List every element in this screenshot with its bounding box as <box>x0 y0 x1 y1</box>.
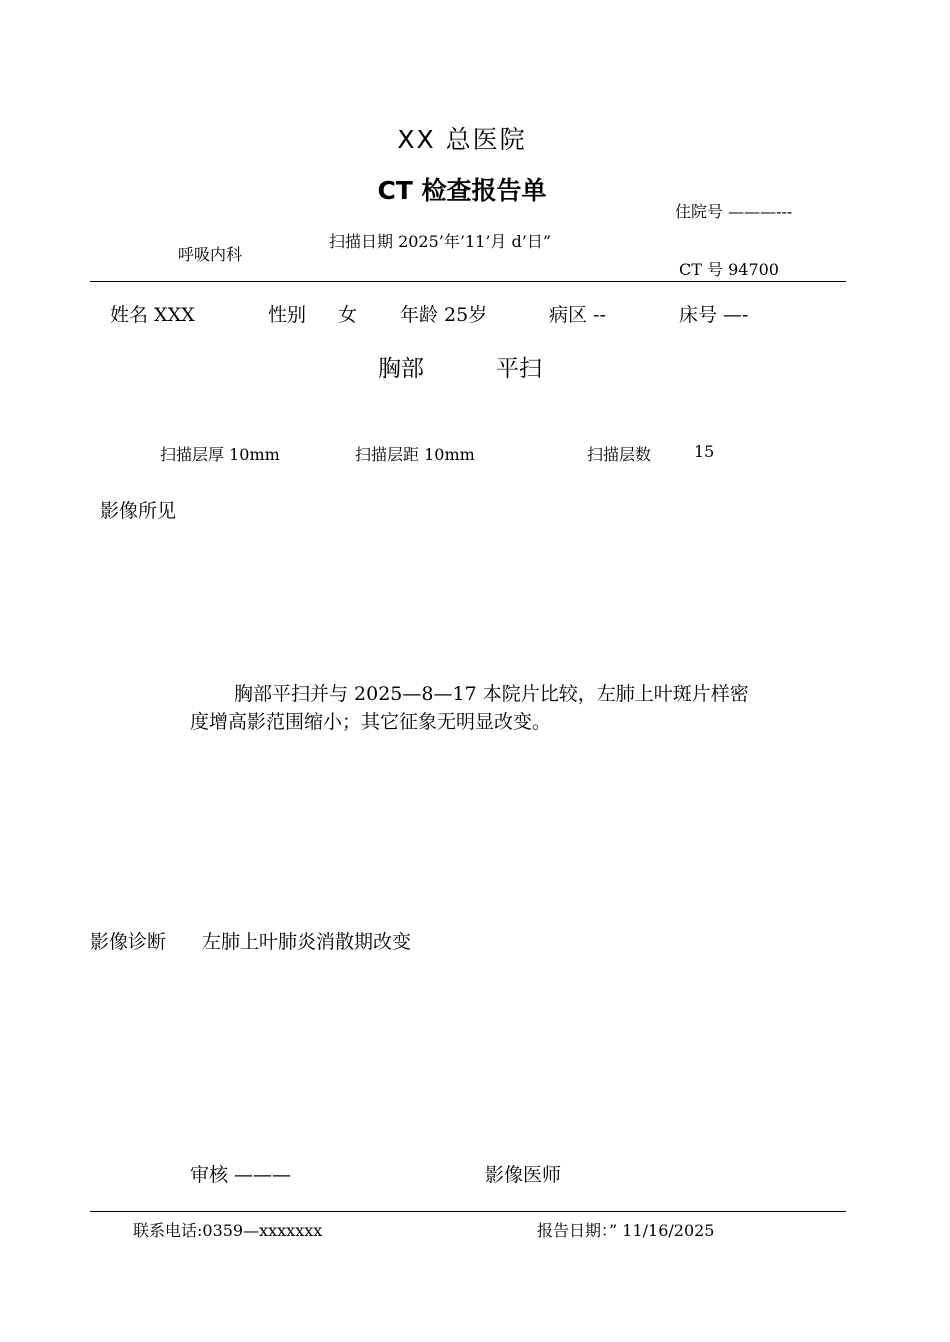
ct-number: CT 号 94700 <box>679 260 779 279</box>
scan-thickness: 扫描层厚 10mm <box>160 445 280 464</box>
diagnosis-text: 左肺上叶肺炎消散期改变 <box>202 931 412 953</box>
findings-label: 影像所见 <box>100 500 177 522</box>
radiologist: 影像医师 <box>485 1164 562 1186</box>
findings-text <box>190 680 750 736</box>
exam-part: 胸部 <box>378 356 424 382</box>
patient-name: 姓名 XXX <box>110 304 195 326</box>
admission-number: 住院号 ———--- <box>675 202 793 221</box>
reviewer: 审核 ——— <box>190 1164 292 1186</box>
report-title: CT 检查报告单 <box>377 176 547 205</box>
scan-spacing: 扫描层距 10mm <box>355 445 475 464</box>
patient-sex-value: 女 <box>338 304 358 326</box>
department: 呼吸内科 <box>178 245 243 264</box>
scan-count-value: 15 <box>694 442 715 461</box>
diagnosis-label: 影像诊断 <box>90 931 167 953</box>
header-divider <box>90 281 846 282</box>
patient-sex-label: 性别 <box>268 304 307 326</box>
scan-count-label: 扫描层数 <box>587 445 652 464</box>
patient-age: 年龄 25岁 <box>400 304 488 326</box>
patient-ward: 病区 -- <box>549 304 606 326</box>
exam-method: 平扫 <box>496 356 542 382</box>
contact-phone: 联系电话:0359—xxxxxxx <box>133 1221 323 1240</box>
footer-divider <box>90 1211 846 1212</box>
findings-body: 胸部平扫并与 2025—8—17 本院片比较，左肺上叶斑片样密度增高影范围缩小；其它征象无明显改变。 <box>190 683 749 733</box>
scan-date: 扫描日期 2025’年’11’月 d’日” <box>328 232 552 251</box>
patient-bed: 床号 —- <box>679 304 749 326</box>
report-date: 报告日期：” 11/16/2025 <box>537 1221 715 1240</box>
hospital-name: XX 总医院 <box>397 125 527 154</box>
